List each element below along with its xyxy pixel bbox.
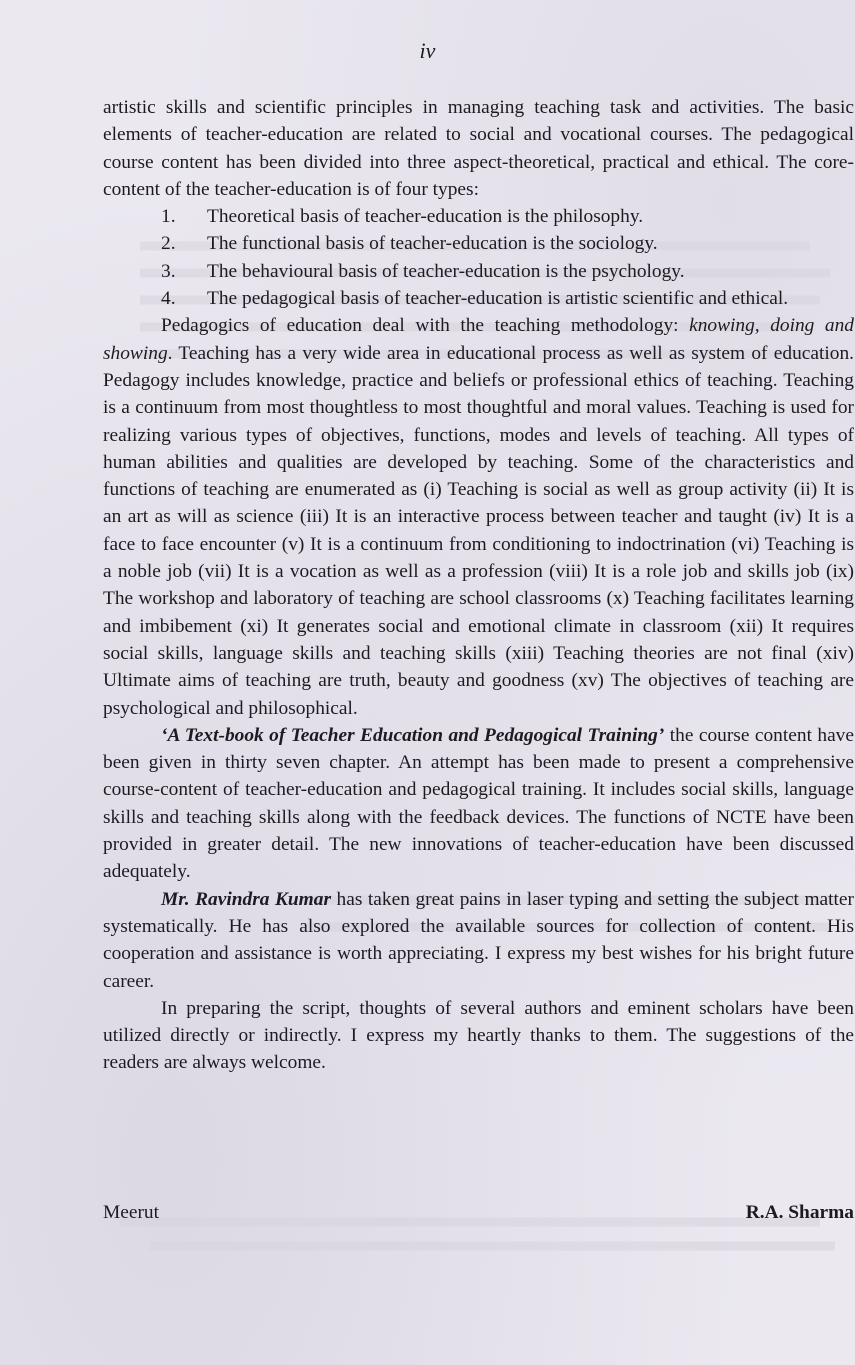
book-title: ‘A Text-book of Teacher Education and Pedagogical Training’ [161,724,665,746]
list-item [103,203,854,230]
author-name: R.A. Sharma [745,1202,854,1223]
list-number: 2. [161,233,176,255]
list-text: The behavioural basis of teacher-education is the psychology. [207,260,685,282]
list-number: 1. [161,206,176,228]
pedagogics-emphasis: knowing, doing and showing [103,315,854,364]
book-content-body: the course content have been given in thirty seven chapter. An attempt has been made to present a comprehensive course-content of teacher-education and pedagogical training. It includes social skills, language skills and teaching skills along with the feedback devices. The functions of NCTE have been provided in greater detail. The new innovations of teacher-education have been discussed adequately. [103,724,854,883]
list-text: The functional basis of teacher-education is the sociology. [207,233,658,255]
core-content-list [103,203,854,312]
acknowledgement-body: has taken great pains in laser typing and setting the subject matter systematically. He has also explored the available sources for collection of content. His cooperation and assistance is worth appreciating. I express my best wishes for his bright future career. [103,888,854,992]
paragraph-continued: artistic skills and scientific principles in managing teaching task and activities. The basic elements of teacher-education are related to social and vocational courses. The pedagogical course content has been divided into three aspect-theoretical, practical and ethical. The core-content of the teacher-education is of four types: [103,97,854,200]
list-item [103,258,854,285]
paragraph-book-content [103,722,854,886]
pedagogics-body: . Teaching has a very wide area in educational process as well as system of education. Pedagogy includes knowledge, practice and beliefs or professional ethics of teaching. Teaching is a continuum from most thoughtless to most thoughtful and moral values. Teaching is used for realizing various types of objectives, functions, modes and levels of teaching. All types of human abilities and qualities are developed by teaching. Some of the characteristics and functions of teaching are enumerated as (i) Teaching is social as well as group activity (ii) It is an art as will as science (iii) It is an interactive process between teacher and taught (iv) It is a face to face encounter (v) It is a continuum from conditioning to indoctrination (vi) Teaching is a noble job (vii) It is a vocation as well as a profession (viii) It is a role job and skills job (ix) The workshop and laboratory of teaching are school classrooms (x) Teaching facilitates learning and imbibement (xi) It generates social and emotional climate in classroom (xii) It requires social skills, language skills and teaching skills (xiii) Teaching theories are not final (xiv) Ultimate aims of teaching are truth, beauty and goodness (xv) The objectives of teaching are psychological and philosophical. [103,342,854,719]
list-item [103,285,854,312]
paragraph-thanks: In preparing the script, thoughts of several authors and eminent scholars have been utilized directly or indirectly. I express my heartly thanks to them. The suggestions of the readers are always welcome. [103,997,854,1074]
list-number: 3. [161,260,176,282]
paragraph-acknowledgement [103,886,854,995]
list-text: Theoretical basis of teacher-education is the philosophy. [207,206,644,228]
list-number: 4. [161,288,176,310]
list-item [103,230,854,257]
page-number: iv [419,38,436,63]
signature-line [103,1202,854,1224]
pedagogics-lead: Pedagogics of education deal with the teaching methodology: [161,315,690,337]
acknowledged-person: Mr. Ravindra Kumar [161,888,332,910]
body-text [103,94,854,1077]
list-text: The pedagogical basis of teacher-education is artistic scientific and ethical. [207,288,789,310]
place: Meerut [103,1202,159,1223]
paragraph-pedagogics [103,312,854,721]
